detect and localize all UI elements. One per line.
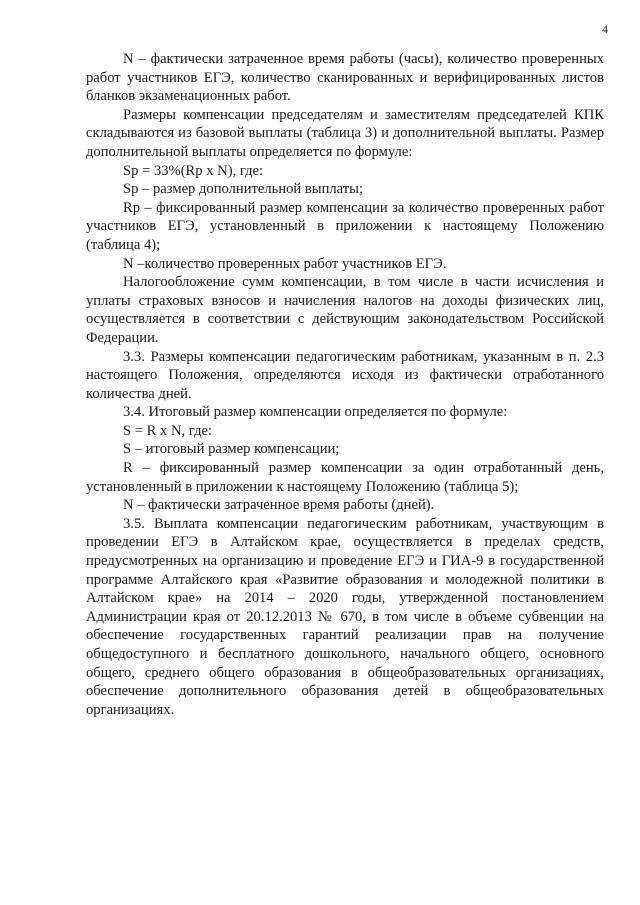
definition-rp: Rp – фиксированный размер компенсации за количество проверенных работ участников ЕГЭ, установленный в приложении к настоящему Положению (таблица 4); (86, 199, 604, 253)
definition-sp: Sp – размер дополнительной выплаты; (123, 181, 364, 198)
paragraph-kpk-compensation: Размеры компенсации председателям и заместителям председателей КПК складываются из базовой выплаты (таблица 3) и дополнительной выплаты. Размер дополнительной выплаты определяется по формуле: (86, 106, 604, 160)
definition-n-days: N – фактически затраченное время работы (дней). (123, 497, 435, 514)
definition-r: R – фиксированный размер компенсации за один отработанный день, установленный в приложении к настоящему Положению (таблица 5); (86, 460, 604, 495)
section-3-5: 3.5. Выплата компенсации педагогическим работникам, участвующим в проведении ЕГЭ в Алтайском крае, осуществляется в пределах средств, предусмотренных на организацию и проведение ЕГЭ и ГИА-9 в государственной программе Алтайского края «Развитие образования и молодежной политики в Алтайском крае» на 2014 – 2020 годы, утвержденной постановлением Администрации края от 20.12.2013 № 670, в том числе в объеме субвенции на обеспечение государственных гарантий реализации прав на получение общедоступного и бесплатного дошкольного, начального общего, основного общего, среднего общего образования в общеобразовательных организациях, обеспечение дополнительного образования детей в общеобразовательных организациях. (86, 515, 604, 718)
definition-s: S – итоговый размер компенсации; (123, 441, 340, 458)
formula-sp: Sp = 33%(Rp x N), где: (123, 162, 264, 179)
page-number: 4 (602, 22, 608, 36)
paragraph-n-definition: N – фактически затраченное время работы (часы), количество проверенных работ участников ЕГЭ, количество сканированных и верифицированных листов бланков экзаменационных работ. (86, 51, 604, 105)
section-3-3: 3.3. Размеры компенсации педагогическим работникам, указанным в п. 2.3 настоящего Положения, определяются исходя из фактически отработанного количества дней. (86, 348, 604, 402)
document-body (86, 50, 604, 719)
paragraph-taxation: Налогообложение сумм компенсации, в том числе в части исчисления и уплаты страховых взносов и начисления налогов на доходы физических лиц, осуществляется в соответствии с действующим законодательством Российской Федерации. (86, 274, 604, 346)
formula-s: S = R x N, где: (123, 422, 213, 439)
definition-n-works: N –количество проверенных работ участников ЕГЭ. (123, 255, 447, 272)
section-3-4: 3.4. Итоговый размер компенсации определяется по формуле: (123, 404, 508, 421)
